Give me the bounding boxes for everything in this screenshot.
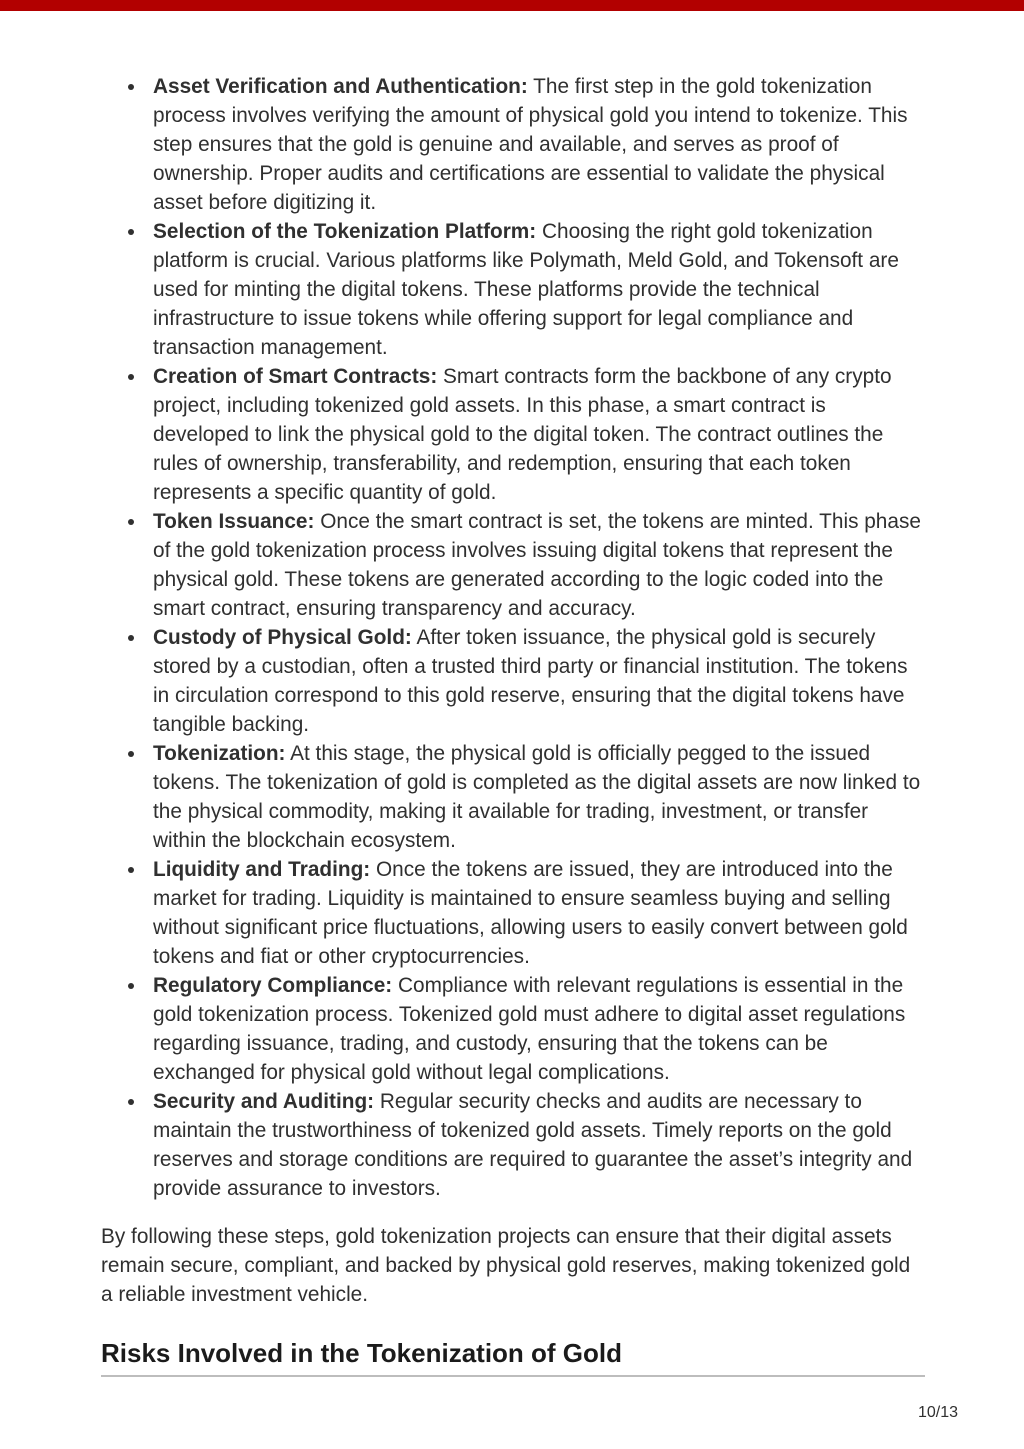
- list-item: [153, 72, 925, 217]
- bullet-marker: [128, 983, 134, 989]
- list-item: [153, 739, 925, 855]
- bullet-marker: [128, 229, 134, 235]
- bullet-label: Selection of the Tokenization Platform:: [153, 220, 537, 243]
- bullet-label: Tokenization:: [153, 742, 286, 765]
- bullet-text: Once the tokens are issued, they are introduced into the market for trading. Liquidity is maintained to ensure seamless buying and selling without significant price fluctuations, allowing users to easily convert between gold tokens and fiat or other cryptocurrencies.: [153, 858, 908, 968]
- page-number: 10/13: [917, 1404, 958, 1421]
- document-page: [101, 0, 925, 1377]
- bullet-text: Smart contracts form the backbone of any crypto project, including tokenized gold assets. In this phase, a smart contract is developed to link the physical gold to the digital token. The contract outlines the rules of ownership, transferability, and redemption, ensuring that each token represents a specific quantity of gold.: [153, 365, 892, 504]
- bullet-text: The first step in the gold tokenization process involves verifying the amount of physical gold you intend to tokenize. This step ensures that the gold is genuine and available, and serves as proof of ownership. Proper audits and certifications are essential to validate the physical asset before digitizing it.: [153, 75, 908, 214]
- list-item: [153, 1087, 925, 1203]
- bullet-label: Liquidity and Trading:: [153, 858, 371, 881]
- bullet-marker: [128, 751, 134, 757]
- bullet-text: Once the smart contract is set, the tokens are minted. This phase of the gold tokenization process involves issuing digital tokens that represent the physical gold. These tokens are generated according to the logic coded into the smart contract, ensuring transparency and accuracy.: [153, 510, 921, 620]
- section-heading: Risks Involved in the Tokenization of Gold: [101, 1338, 623, 1368]
- bullet-label: Asset Verification and Authentication:: [153, 75, 528, 98]
- bullet-label: Creation of Smart Contracts:: [153, 365, 438, 388]
- list-item: [153, 507, 925, 623]
- bullet-marker: [128, 84, 134, 90]
- bullet-marker: [128, 1099, 134, 1105]
- list-item: [153, 217, 925, 362]
- steps-list: [101, 72, 925, 1203]
- closing-paragraph: By following these steps, gold tokenization projects can ensure that their digital assets remain secure, compliant, and backed by physical gold reserves, making tokenized gold a reliable investment vehicle.: [101, 1225, 911, 1306]
- bullet-label: Security and Auditing:: [153, 1090, 375, 1113]
- heading-divider: [101, 1375, 925, 1377]
- list-item: [153, 855, 925, 971]
- bullet-marker: [128, 519, 134, 525]
- bullet-label: Custody of Physical Gold:: [153, 626, 412, 649]
- bullet-text: After token issuance, the physical gold is securely stored by a custodian, often a trusted third party or financial institution. The tokens in circulation correspond to this gold reserve, ensuring that the digital tokens have tangible backing.: [153, 626, 908, 736]
- list-item: [153, 971, 925, 1087]
- bullet-text: Choosing the right gold tokenization platform is crucial. Various platforms like Polymath, Meld Gold, and Tokensoft are used for minting the digital tokens. These platforms provide the technical infrastructure to issue tokens while offering support for legal compliance and transaction management.: [153, 220, 899, 359]
- bullet-label: Token Issuance:: [153, 510, 315, 533]
- bullet-marker: [128, 867, 134, 873]
- bullet-text: Compliance with relevant regulations is essential in the gold tokenization process. Tokenized gold must adhere to digital asset regulations regarding issuance, trading, and custody, ensuring that the tokens can be exchanged for physical gold without legal complications.: [153, 974, 906, 1084]
- list-item: [153, 362, 925, 507]
- list-item: [153, 623, 925, 739]
- bullet-marker: [128, 635, 134, 641]
- bullet-text: Regular security checks and audits are necessary to maintain the trustworthiness of tokenized gold assets. Timely reports on the gold reserves and storage conditions are required to guarantee the asset’s integrity and provide assurance to investors.: [153, 1090, 913, 1200]
- bullet-text: At this stage, the physical gold is officially pegged to the issued tokens. The tokenization of gold is completed as the digital assets are now linked to the physical commodity, making it available for trading, investment, or transfer within the blockchain ecosystem.: [153, 742, 921, 852]
- bullet-marker: [128, 374, 134, 380]
- bullet-label: Regulatory Compliance:: [153, 974, 393, 997]
